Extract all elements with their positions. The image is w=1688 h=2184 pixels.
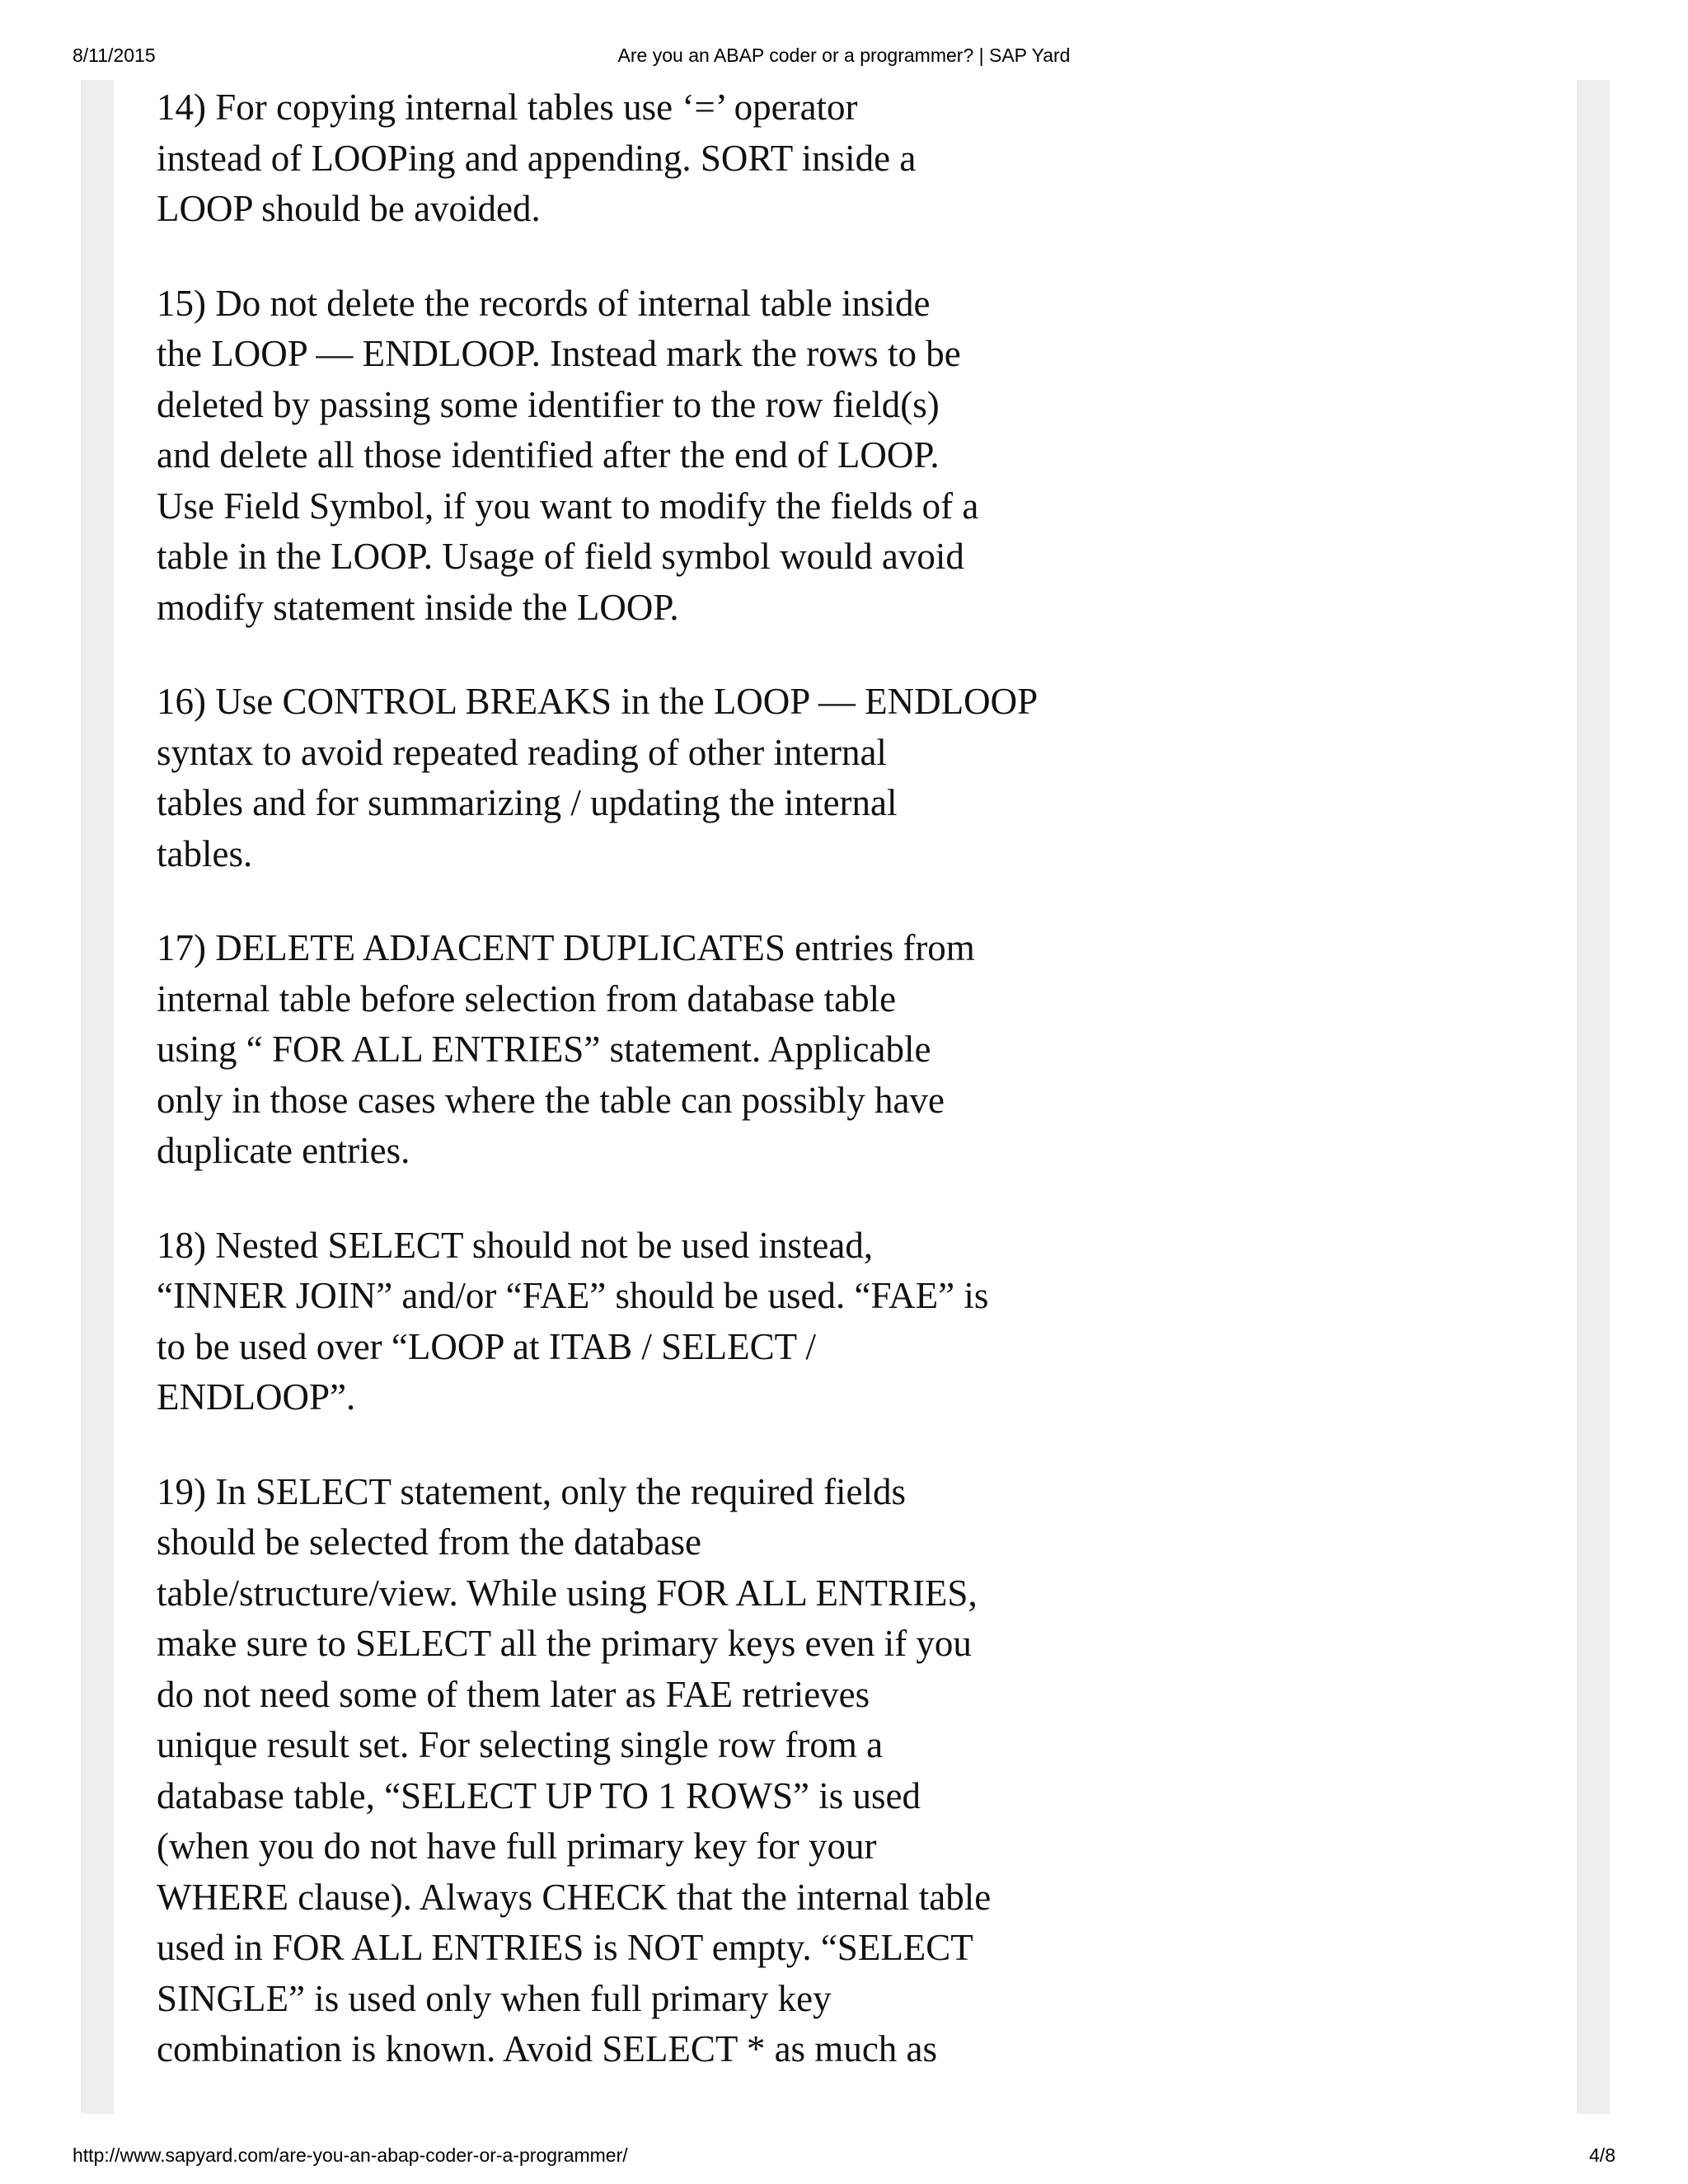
text-line: tables and for summarizing / updating the internal: [157, 782, 898, 823]
text-line: only in those cases where the table can possibly have: [157, 1079, 945, 1121]
text-line: modify statement inside the LOOP.: [157, 586, 679, 628]
print-footer: [73, 2141, 1615, 2169]
text-line: to be used over “LOOP at ITAB / SELECT /: [157, 1325, 817, 1367]
text-line: table in the LOOP. Usage of field symbol would avoid: [157, 536, 964, 577]
right-gutter-bar: [1577, 80, 1610, 2114]
text-line: the LOOP — ENDLOOP. Instead mark the rows to be: [157, 333, 961, 374]
text-line: 14) For copying internal tables use ‘=’ operator: [157, 87, 858, 128]
text-line: should be selected from the database: [157, 1521, 702, 1563]
text-line: combination is known. Avoid SELECT * as much as: [157, 2028, 938, 2069]
text-line: “INNER JOIN” and/or “FAE” should be used. “FAE” is: [157, 1275, 989, 1316]
text-line: duplicate entries.: [157, 1130, 410, 1171]
paragraph-14: [157, 82, 1096, 235]
text-line: 17) DELETE ADJACENT DUPLICATES entries from: [157, 927, 975, 968]
text-line: do not need some of them later as FAE retrieves: [157, 1673, 870, 1715]
text-line: unique result set. For selecting single row from a: [157, 1724, 884, 1765]
print-date: 8/11/2015: [73, 45, 156, 66]
paragraph-18: [157, 1221, 1096, 1423]
text-line: 19) In SELECT statement, only the required fields: [157, 1470, 906, 1512]
paragraph-19: [157, 1467, 1096, 2075]
text-line: and delete all those identified after the end of LOOP.: [157, 434, 940, 476]
text-line: syntax to avoid repeated reading of other internal: [157, 731, 887, 773]
text-line: using “ FOR ALL ENTRIES” statement. Applicable: [157, 1029, 931, 1070]
text-line: tables.: [157, 832, 253, 874]
text-line: used in FOR ALL ENTRIES is NOT empty. “SELECT: [157, 1927, 973, 1968]
print-header: [73, 41, 1615, 69]
text-line: ENDLOOP”.: [157, 1376, 356, 1418]
text-line: Use Field Symbol, if you want to modify the fields of a: [157, 485, 979, 527]
article-body: [157, 82, 1096, 2119]
left-gutter-bar: [81, 80, 114, 2114]
text-line: database table, “SELECT UP TO 1 ROWS” is used: [157, 1774, 921, 1816]
paragraph-17: [157, 923, 1096, 1177]
text-line: LOOP should be avoided.: [157, 188, 541, 229]
text-line: deleted by passing some identifier to the row field(s): [157, 383, 940, 425]
text-line: table/structure/view. While using FOR ALL ENTRIES,: [157, 1572, 978, 1614]
page-number: 4/8: [1589, 2144, 1615, 2166]
text-line: internal table before selection from database table: [157, 977, 897, 1019]
text-line: 18) Nested SELECT should not be used instead,: [157, 1224, 874, 1266]
text-line: make sure to SELECT all the primary keys even if you: [157, 1623, 972, 1664]
paragraph-15: [157, 279, 1096, 634]
page-url: http://www.sapyard.com/are-you-an-abap-coder-or-a-programmer/: [73, 2144, 628, 2166]
text-line: WHERE clause). Always CHECK that the internal table: [157, 1876, 992, 1918]
text-line: 15) Do not delete the records of internal table inside: [157, 282, 931, 324]
text-line: instead of LOOPing and appending. SORT inside a: [157, 137, 917, 179]
text-line: 16) Use CONTROL BREAKS in the LOOP — ENDLOOP: [157, 681, 1039, 722]
paragraph-16: [157, 677, 1096, 879]
text-line: (when you do not have full primary key for your: [157, 1825, 877, 1867]
document-title: Are you an ABAP coder or a programmer? | SAP Yard: [617, 45, 1071, 66]
text-line: SINGLE” is used only when full primary key: [157, 1977, 832, 2019]
